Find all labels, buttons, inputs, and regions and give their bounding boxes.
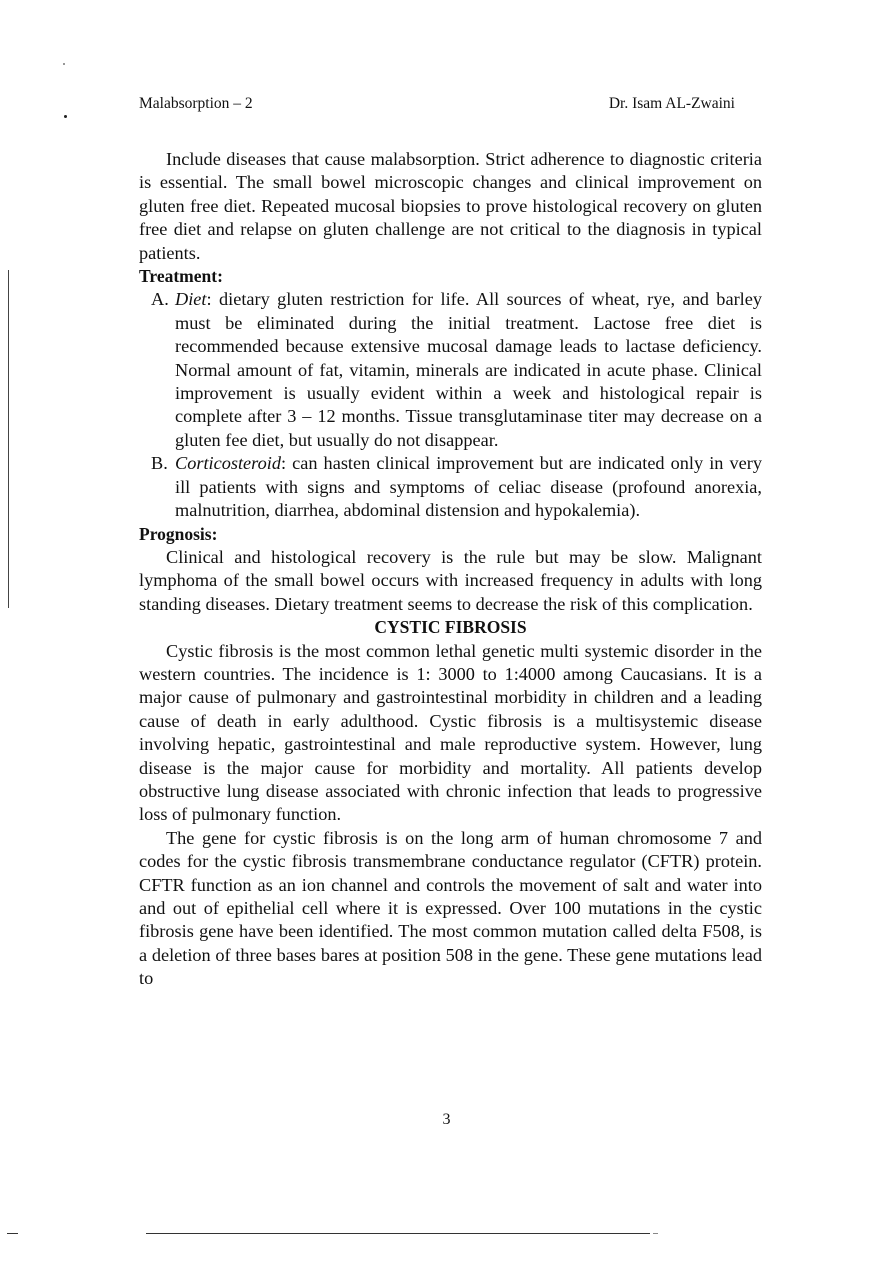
footer-rule-left bbox=[7, 1233, 18, 1234]
cystic-fibrosis-paragraph-1: Cystic fibrosis is the most common lethal genetic multi systemic disorder in the western countries. The incidence is 1: 3000 to 1:4000 among Caucasians. It is a major cause of pulmonary and gastrointestinal morbidity in children and a leading cause of death in early adulthood. Cystic fibrosis is a multisystemic disease involving hepatic, gastrointestinal and male reproductive system. However, lung disease is the major cause for morbidity and mortality. All patients develop obstructive lung disease associated with chronic infection that leads to progressive loss of pulmonary function. bbox=[139, 640, 762, 825]
list-text: : dietary gluten restriction for life. All sources of wheat, rye, and barley must be eliminated during the initial treatment. Lactose free diet is recommended because extensive mucosal damage leads to lactase deficiency. Normal amount of fat, vitamin, minerals are indicated in acute phase. Clinical improvement is usually evident within a week and histological repair is complete after 3 – 12 months. Tissue transglutaminase titer may decrease on a gluten fee diet, but usually do not disappear. bbox=[175, 289, 762, 450]
footer-rule bbox=[146, 1233, 650, 1234]
page-body bbox=[139, 148, 762, 991]
list-term: Corticosteroid bbox=[175, 453, 281, 474]
treatment-heading: Treatment: bbox=[139, 266, 223, 287]
list-text: : can hasten clinical improvement but are indicated only in very ill patients with signs and symptoms of celiac disease (profound anorexia, malnutrition, diarrhea, abdominal distension and hypokalemia). bbox=[175, 453, 762, 521]
list-marker: B. bbox=[151, 453, 168, 474]
list-marker: A. bbox=[151, 289, 169, 310]
intro-paragraph: Include diseases that cause malabsorption. Strict adherence to diagnostic criteria is essential. The small bowel microscopic changes and clinical improvement on gluten free diet. Repeated mucosal biopsies to prove histological recovery on gluten free diet and relapse on gluten challenge are not critical to the diagnosis in typical patients. bbox=[139, 149, 762, 263]
margin-scan-line bbox=[8, 270, 9, 608]
cystic-fibrosis-paragraph-2: The gene for cystic fibrosis is on the long arm of human chromosome 7 and codes for the cystic fibrosis transmembrane conductance regulator (CFTR) protein. CFTR function as an ion channel and controls the movement of salt and water into and out of epithelial cell where it is expressed. Over 100 mutations in the cystic fibrosis gene have been identified. The most common mutation called delta F508, is a deletion of three bases bares at position 508 in the gene. These gene mutations lead to bbox=[139, 827, 762, 989]
cystic-fibrosis-heading: CYSTIC FIBROSIS bbox=[374, 617, 527, 638]
prognosis-paragraph: Clinical and histological recovery is the rule but may be slow. Malignant lymphoma of the small bowel occurs with increased frequency in adults with long standing diseases. Dietary treatment seems to decrease the risk of this complication. bbox=[139, 546, 762, 614]
header-title: Malabsorption – 2 bbox=[139, 95, 253, 112]
treatment-item-corticosteroid bbox=[139, 452, 762, 522]
list-term: Diet bbox=[175, 289, 207, 310]
header-author: Dr. Isam AL-Zwaini bbox=[608, 95, 735, 112]
treatment-item-diet bbox=[139, 288, 762, 452]
footer-rule-right bbox=[653, 1233, 658, 1234]
prognosis-heading: Prognosis: bbox=[139, 523, 218, 544]
scan-speck bbox=[64, 115, 67, 118]
scan-speck bbox=[63, 63, 65, 65]
page-number: 3 bbox=[442, 1111, 451, 1128]
